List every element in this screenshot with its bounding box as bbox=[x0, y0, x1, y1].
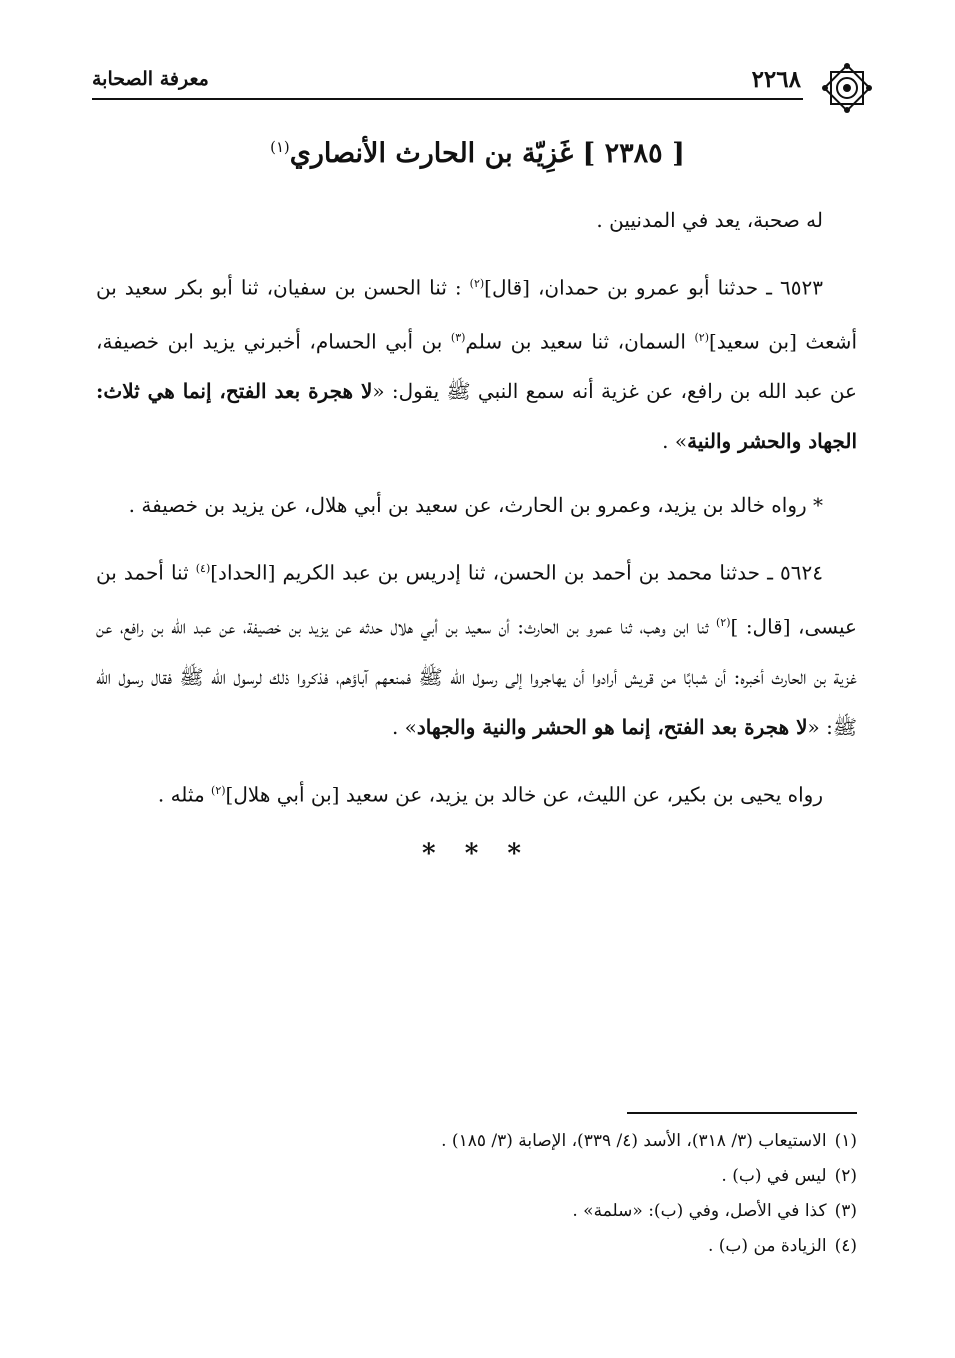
footnote-text: ليس في (ب) . bbox=[721, 1166, 827, 1186]
hadith-text: ثنا ابن وهب، ثنا عمرو بن الحارث: أن سعيد بن أبي هلال حدثه عن يزيد بن خصيفة، عن عبد الله بن رافع، عن غزية بن الحارث أخبره: أن شبابًا من قريش أرادوا أن يهاجروا إلى رسول الله ﷺ فمنعهم آباؤهم، فذكروا ذلك لرسول الله ﷺ فقال رسول الله ﷺ: « bbox=[96, 614, 857, 739]
hadith-text: » . bbox=[391, 714, 417, 739]
riwaya-text: مثله . bbox=[157, 782, 212, 807]
hadith-text: ٦٥٢٣ ـ حدثنا أبو عمرو بن حمدان، [قال] bbox=[484, 275, 823, 300]
footnote-number: (٣) bbox=[834, 1201, 857, 1221]
footnote-number: (١) bbox=[834, 1131, 857, 1151]
hadith-text: ٥٦٢٤ ـ حدثنا محمد بن أحمد بن الحسن، ثنا إدريس بن عبد الكريم [الحداد] bbox=[210, 560, 823, 585]
footnote-text: الاستيعاب (٣/ ٣١٨)، الأسد (٤/ ٣٣٩)، الإصابة (٣/ ١٨٥) . bbox=[441, 1131, 827, 1151]
hadith-paragraph-1 bbox=[96, 259, 857, 466]
main-text bbox=[96, 195, 857, 869]
intro-paragraph: له صحبة، يعد في المدنيين . bbox=[596, 208, 823, 232]
footnote-ref: (٢) bbox=[211, 783, 226, 797]
running-title: معرفة الصحابة bbox=[92, 68, 209, 90]
hadith-text: ثنا أحمد بن عيسى، [قال: ] bbox=[96, 560, 857, 639]
riwaya-paragraph-1: * رواه خالد بن يزيد، وعمرو بن الحارث، عن سعيد بن أبي هلال، عن يزيد بن خصيفة . bbox=[128, 493, 823, 518]
hadith-quote: لا هجرة بعد الفتح، إنما هي ثلاث: الجهاد والحشر والنية bbox=[96, 379, 857, 454]
footnote-item bbox=[96, 1124, 857, 1159]
footnote-text: الزيادة من (ب) . bbox=[707, 1236, 827, 1256]
hadith-quote: لا هجرة بعد الفتح، إنما هو الحشر والنية والجهاد bbox=[416, 714, 808, 739]
footnote-ref: (٢) bbox=[694, 330, 709, 344]
footnote-divider bbox=[627, 1112, 857, 1114]
footnote-ref: (١) bbox=[270, 138, 290, 156]
footnote-number: (٤) bbox=[834, 1236, 857, 1256]
hadith-text: : ثنا الحسن بن سفيان، ثنا أبو بكر سعيد بن أشعث [بن سعيد] bbox=[96, 275, 857, 354]
hadith-text: » . bbox=[662, 429, 688, 454]
riwaya-paragraph-2 bbox=[96, 766, 857, 820]
footnote-item bbox=[96, 1159, 857, 1194]
footnote-ref: (٢) bbox=[469, 277, 485, 290]
footnote-text: كذا في الأصل، وفي (ب): «سلمة» . bbox=[572, 1201, 827, 1221]
page-header bbox=[92, 56, 863, 100]
footnotes bbox=[96, 1124, 857, 1264]
riwaya-text: رواه يحيى بن بكير، عن الليث، عن خالد بن يزيد، عن سعيد [بن أبي هلال] bbox=[225, 782, 823, 807]
entry-number: [ ٢٣٨٥ ] bbox=[582, 138, 685, 169]
footnote-item bbox=[96, 1194, 857, 1229]
page-number: ٢٢٦٨ bbox=[751, 66, 801, 93]
header-divider bbox=[92, 98, 803, 100]
hadith-paragraph-2 bbox=[96, 544, 857, 751]
entry-title bbox=[92, 138, 863, 169]
footnote-item bbox=[96, 1229, 857, 1264]
footnote-ref: (٢) bbox=[715, 615, 731, 629]
hadith-text: السمان، ثنا سعيد بن سلم bbox=[465, 329, 695, 354]
star-ornament-icon bbox=[819, 60, 875, 116]
entry-name: غَزِيّة بن الحارث الأنصاري bbox=[289, 138, 574, 169]
footnote-ref: (٤) bbox=[195, 562, 211, 576]
section-separator: * * * bbox=[422, 839, 531, 870]
footnote-number: (٢) bbox=[834, 1166, 857, 1186]
footnote-ref: (٣) bbox=[450, 330, 466, 344]
hadith-text: بن أبي الحسام، أخبرني يزيد ابن خصيفة، عن عبد الله بن رافع، عن غزية أنه سمع النبي ﷺ يقول: « bbox=[96, 329, 857, 404]
